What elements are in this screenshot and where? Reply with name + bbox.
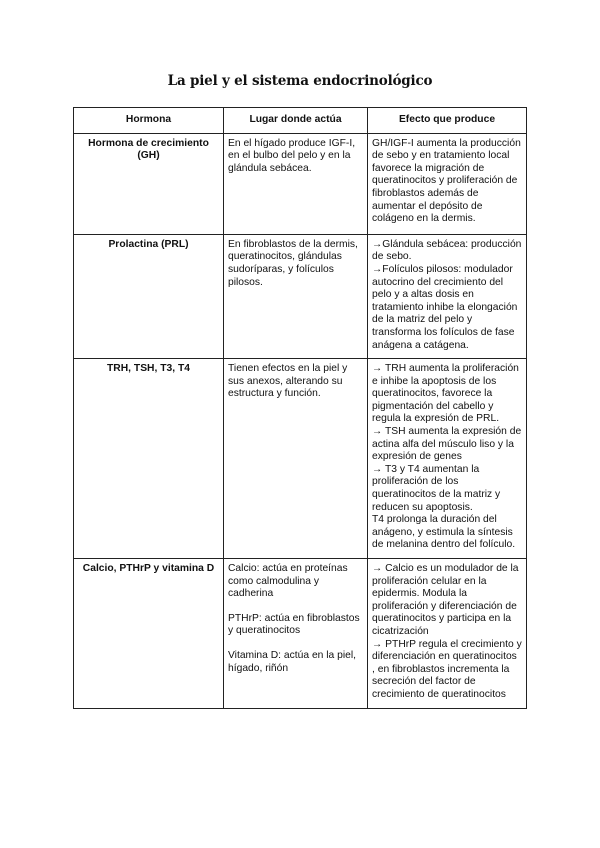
table-row-prl bbox=[74, 234, 527, 358]
table-row-gh bbox=[74, 133, 527, 234]
header-effect: Efecto que produce bbox=[368, 108, 527, 134]
site-text: PTHrP: actúa en fibroblastos y queratinocitos bbox=[228, 612, 360, 637]
site-text: Calcio: actúa en proteínas como calmodulina y cadherina bbox=[228, 563, 348, 600]
hormone-cell: Hormona de crecimiento (GH) bbox=[74, 133, 224, 234]
hormone-cell: Prolactina (PRL) bbox=[74, 234, 224, 358]
effect-text: → Calcio es un modulador de la proliferación celular en la epidermis. Modula la proliferación y diferenciación de queratinocitos y participa en la cicatrización bbox=[372, 563, 519, 637]
site-text: En fibroblastos de la dermis, queratinocitos, glándulas sudoríparas, y folículos pilosos. bbox=[228, 238, 358, 288]
effect-text: GH/IGF-I aumenta la producción de sebo y en tratamiento local favorece la migración de queratinocitos y proliferación de fibroblastos además de aumentar el depósito de colágeno en la dermis. bbox=[372, 137, 521, 225]
document-title: La piel y el sistema endocrinológico bbox=[167, 73, 433, 89]
effect-text: T4 prolonga la duración del anágeno, y estimula la síntesis de melanina dentro del folículo. bbox=[372, 514, 516, 551]
site-cell bbox=[224, 234, 368, 358]
hormone-cell: Calcio, PTHrP y vitamina D bbox=[74, 559, 224, 709]
table-row-calcium bbox=[74, 559, 527, 709]
effect-cell bbox=[368, 559, 527, 709]
header-site: Lugar donde actúa bbox=[224, 108, 368, 134]
site-cell bbox=[224, 559, 368, 709]
hormone-table bbox=[73, 107, 527, 709]
table-header-row bbox=[74, 108, 527, 134]
hormone-cell: TRH, TSH, T3, T4 bbox=[74, 359, 224, 559]
site-text: Vitamina D: actúa en la piel, hígado, riñón bbox=[228, 649, 357, 674]
effect-text: → PTHrP regula el crecimiento y diferenciación en queratinocitos , en fibroblastos incrementa la secreción del factor de crecimiento de queratinocitos bbox=[372, 638, 522, 700]
table-row-thyroid bbox=[74, 359, 527, 559]
effect-text: →Folículos pilosos: modulador autocrino del crecimiento del pelo y a altas dosis en tratamiento inhibe la elongación de la matriz del pelo y transforma los folículos de fase anágena a catágena. bbox=[372, 263, 518, 351]
effect-text: → T3 y T4 aumentan la proliferación de los queratinocitos de la matriz y reducen su apoptosis. bbox=[372, 463, 501, 513]
effect-cell bbox=[368, 133, 527, 234]
site-cell bbox=[224, 359, 368, 559]
header-hormone: Hormona bbox=[74, 108, 224, 134]
site-text: En el hígado produce IGF-I, en el bulbo del pelo y en la glándula sebácea. bbox=[228, 137, 356, 174]
effect-text: → TSH aumenta la expresión de actina alfa del músculo liso y la expresión de genes bbox=[372, 426, 522, 463]
effect-cell bbox=[368, 234, 527, 358]
site-cell bbox=[224, 133, 368, 234]
effect-text: → TRH aumenta la proliferación e inhibe la apoptosis de los queratinocitos, favorece la pigmentación del cabello y regula la expresión de PRL. bbox=[372, 363, 519, 425]
effect-cell bbox=[368, 359, 527, 559]
site-text: Tienen efectos en la piel y sus anexos, alterando su estructura y función. bbox=[228, 363, 348, 400]
effect-text: →Glándula sebácea: producción de sebo. bbox=[372, 238, 522, 263]
